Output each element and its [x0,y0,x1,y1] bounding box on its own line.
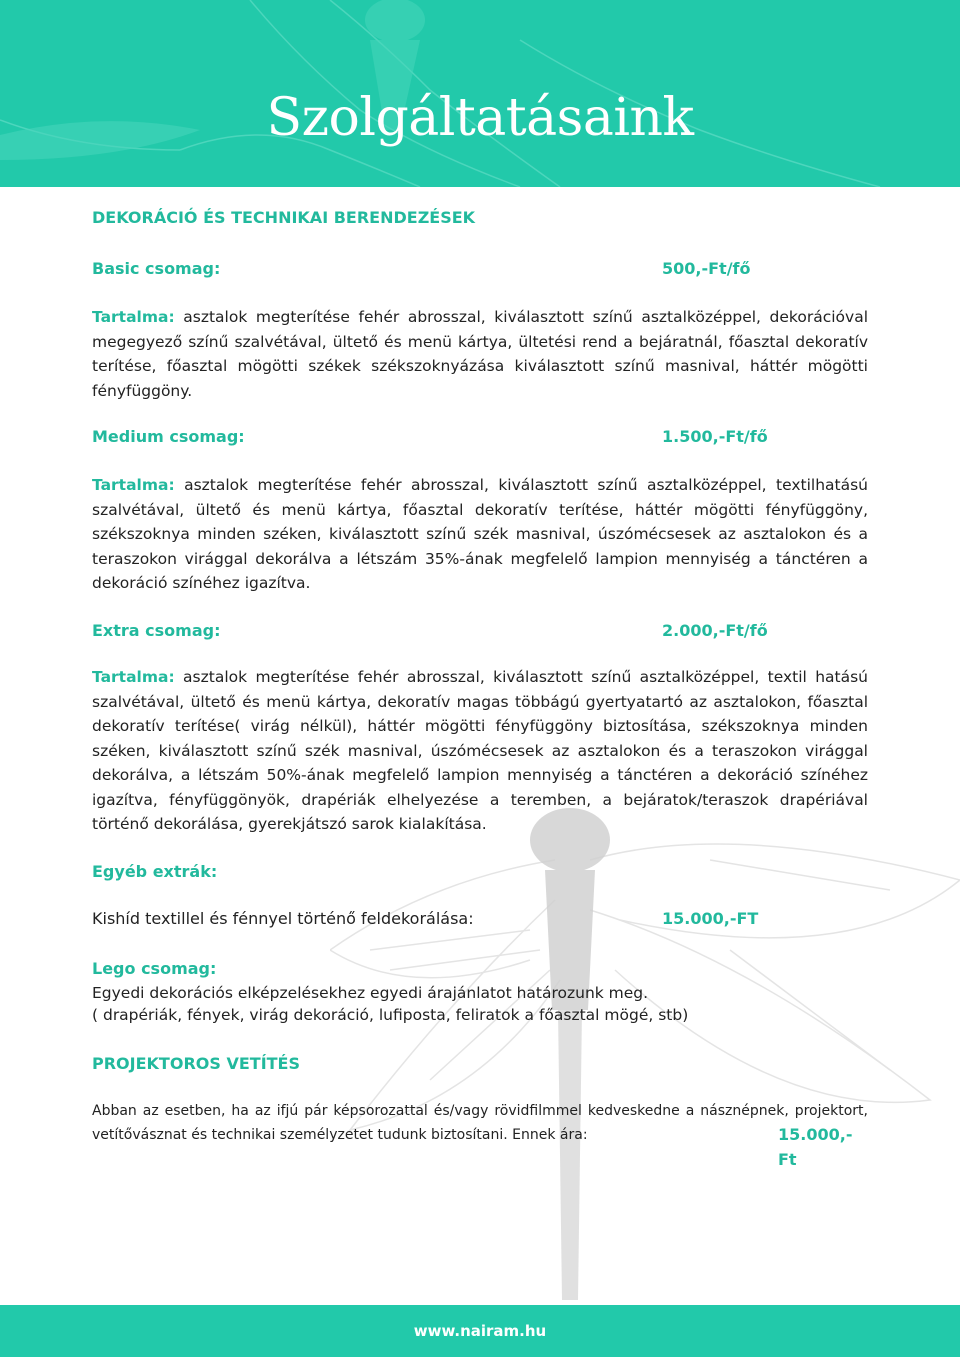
medium-package-label: Medium csomag: [92,427,245,446]
medium-text: asztalok megterítése fehér abrosszal, kiválasztott színű asztalközéppel, textilhatású szalvétával, ültető és menü kártya, főasztal dekoratív terítése, háttér mögötti fényfüggöny, székszoknya minden széken, kiválasztott színű szék masnival, úszómécsesek az asztalokon és a teraszokon virággal dekorálva a létszám 35%-ának megfelelő lampion mennyiség a tánctéren a dekoráció színéhez igazítva. [92,476,868,592]
extra-package-label: Extra csomag: [92,621,221,640]
website-link[interactable]: www.nairam.hu [413,1322,547,1340]
projector-text: Abban az esetben, ha az ifjú pár képsorozattal és/vagy rövidfilmmel kedveskedne a násznépnek, projektort, vetítővásznat és technikai személyzetet tudunk biztosítani. Ennek ára: [92,1103,868,1143]
medium-package-row [92,425,868,449]
projector-heading: PROJEKTOROS VETÍTÉS [92,1054,301,1073]
lego-line-2: ( drapériák, fények, virág dekoráció, lufiposta, feliratok a főasztal mögé, stb) [92,1006,689,1024]
extra-package-row [92,619,868,643]
basic-text: asztalok megterítése fehér abrosszal, kiválasztott színű asztalközéppel, dekorációval megegyező színű szalvétával, ültető és menü kártya, ültetési rend a bejáratnál, főasztal dekoratív terítése, főasztal mögötti székek székszoknyázása kiválasztott színű masnival, háttér mögötti fényfüggöny. [92,308,868,400]
basic-package-row [92,257,868,281]
medium-lead: Tartalma: [92,476,175,494]
other-extras-label: Egyéb extrák: [92,862,218,881]
extra-lead: Tartalma: [92,668,175,686]
basic-package-description [92,305,868,403]
page-title: Szolgáltatásaink [266,88,694,148]
projector-description [92,1099,868,1147]
other-extras-row [92,860,868,884]
basic-package-price: 500,-Ft/fő [662,259,751,278]
basic-lead: Tartalma: [92,308,175,326]
extra-package-price: 2.000,-Ft/fő [662,621,768,640]
extra-package-description [92,665,868,837]
bridge-decoration-item: Kishíd textillel és fénnyel történő feldekorálása: [92,909,474,928]
extra-text: asztalok megterítése fehér abrosszal, kiválasztott színű asztalközéppel, textil hatású szalvétával, ültető és menü kártya, dekoratív magas többágú gyertyatartó az asztalokon, főasztal dekoratív terítése( virág nélkül), háttér mögötti fényfüggöny biztosítása, székszoknya minden széken, kiválasztott színű szék masnival, úszómécsesek az asztalokon és a teraszokon virággal dekorálva, a létszám 50%-ának megfelelő lampion mennyiség a tánctéren a dekoráció színéhez igazítva, fényfüggönyök, drapériák elhelyezése a teremben, a bejáratok/teraszok drapériával történő dekorálása, gyerekjátszó sarok kialakítása. [92,668,868,833]
projector-price: 15.000,-Ft [778,1125,853,1169]
bridge-decoration-row [92,907,868,931]
medium-package-description [92,473,868,596]
medium-package-price: 1.500,-Ft/fő [662,427,768,446]
lego-package-label: Lego csomag: [92,959,217,978]
lego-package-row [92,957,868,981]
page-footer [0,1305,960,1357]
lego-line-1: Egyedi dekorációs elképzelésekhez egyedi árajánlatot határozunk meg. [92,984,649,1002]
decor-heading: DEKORÁCIÓ ÉS TECHNIKAI BERENDEZÉSEK [92,208,476,227]
page-header [0,0,960,187]
bridge-decoration-price: 15.000,-FT [662,909,759,928]
basic-package-label: Basic csomag: [92,259,221,278]
